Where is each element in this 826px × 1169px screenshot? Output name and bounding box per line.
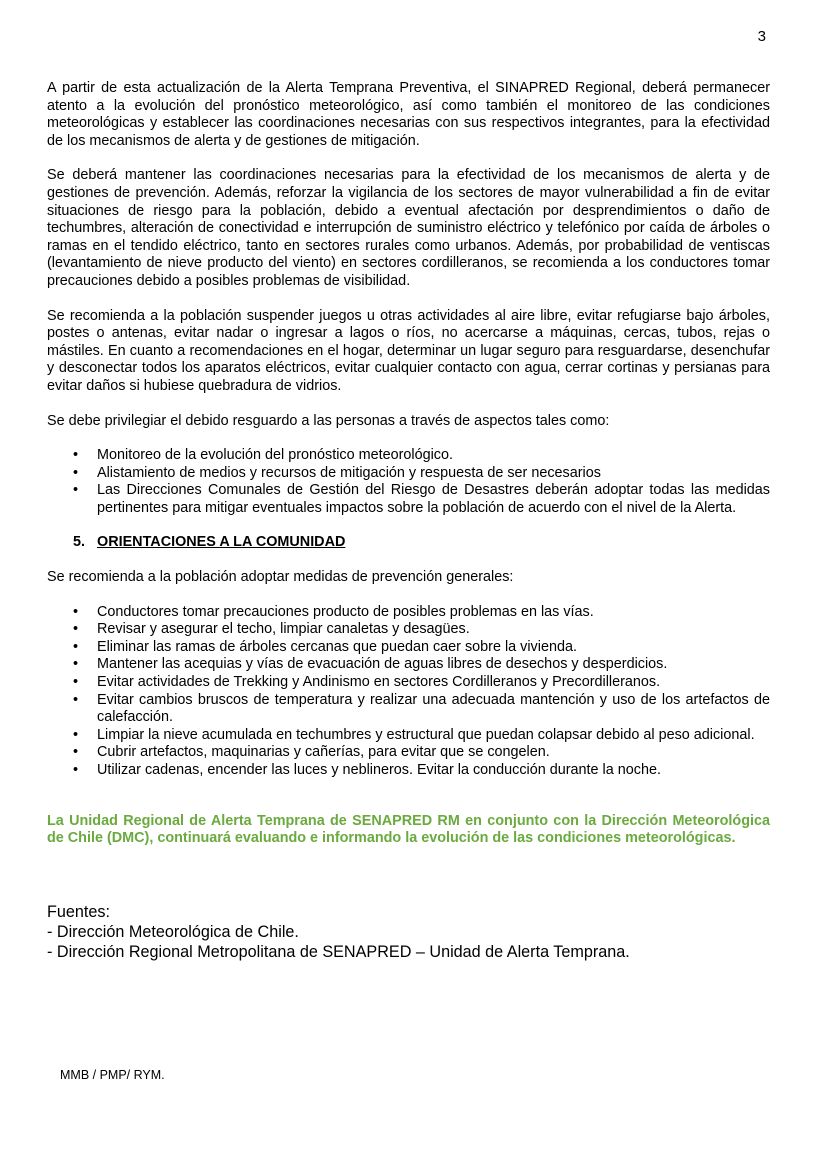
source-item: - Dirección Meteorológica de Chile. <box>47 922 299 941</box>
author-initials: MMB / PMP/ RYM. <box>60 1068 165 1082</box>
paragraph-safeguard-intro: Se debe privilegiar el debido resguardo a las personas a través de aspectos tales como: <box>47 412 610 429</box>
list-item-text: Limpiar la nieve acumulada en techumbres y estructural que puedan colapsar debido al peso adicional. <box>97 726 755 743</box>
section-number: 5. <box>73 534 86 551</box>
sources-block <box>47 902 770 962</box>
list-item <box>73 762 770 780</box>
list-item-text: Monitoreo de la evolución del pronóstico meteorológico. <box>97 447 453 464</box>
list-item <box>73 464 770 483</box>
list-item-text: Revisar y asegurar el techo, limpiar canaletas y desagües. <box>97 621 470 638</box>
list-item-text: Evitar actividades de Trekking y Andinismo en sectores Cordilleranos y Precordilleranos. <box>97 674 661 691</box>
safeguard-list <box>47 447 770 517</box>
list-item-text: Alistamiento de medios y recursos de mitigación y respuesta de ser necesarios <box>97 464 601 481</box>
bullet-icon: • <box>73 674 79 691</box>
bullet-icon: • <box>73 691 79 708</box>
list-item <box>73 726 770 745</box>
paragraph-prevention-intro: Se recomienda a la población adoptar medidas de prevención generales: <box>47 569 514 586</box>
paragraph-coordination: Se deberá mantener las coordinaciones necesarias para la efectividad de los mecanismos de alerta y de gestiones de prevención. Además, reforzar la vigilancia de los sectores de mayor vulnerabilidad a fin de evitar situaciones de riesgo para la población, debido a eventual afectación por desprendimientos o daño de techumbres, alteración de conectividad e interrupción de suministro eléctrico y telefónico por caída de árboles o ramas en el tendido eléctrico, tanto en sectores rurales como urbanos. Además, por probabilidad de ventiscas (levantamiento de nieve producto del viento) en sectores cordilleranos, se recomienda a los conductores tomar precauciones debido a posibles problemas de visibilidad. <box>47 167 770 289</box>
bullet-icon: • <box>73 744 79 761</box>
list-item <box>73 674 770 692</box>
page-number: 3 <box>757 28 766 45</box>
source-item: - Dirección Regional Metropolitana de SENAPRED – Unidad de Alerta Temprana. <box>47 942 630 961</box>
bullet-icon: • <box>73 621 79 638</box>
sources-heading: Fuentes: <box>47 902 110 921</box>
bullet-icon: • <box>73 603 79 620</box>
bullet-icon: • <box>73 726 79 743</box>
bullet-icon: • <box>73 656 79 673</box>
highlight-statement: La Unidad Regional de Alerta Temprana de SENAPRED RM en conjunto con la Dirección Meteorológica de Chile (DMC), continuará evaluando e informando la evolución de las condiciones meteorológicas. <box>47 812 770 847</box>
bullet-icon: • <box>73 464 79 481</box>
list-item-text: Cubrir artefactos, maquinarias y cañerías, para evitar que se congelen. <box>97 744 550 761</box>
list-item-text: Conductores tomar precauciones producto de posibles problemas en las vías. <box>97 603 594 620</box>
list-item-text: Utilizar cadenas, encender las luces y neblineros. Evitar la conducción durante la noche. <box>97 762 661 778</box>
list-item <box>73 691 770 727</box>
paragraph-population: Se recomienda a la población suspender juegos u otras actividades al aire libre, evitar refugiarse bajo árboles, postes o antenas, evitar nadar o ingresar a lagos o ríos, no acercarse a máquinas, cercas, tubos, rejas o mástiles. En cuanto a recomendaciones en el hogar, determinar un lugar seguro para resguardarse, desenchufar y desconectar todos los aparatos eléctricos, evitar cualquier contacto con agua, cerrar cortinas y persianas para evitar daños si hubiese quebradura de vidrios. <box>47 307 770 394</box>
list-item-text: Evitar cambios bruscos de temperatura y realizar una adecuada mantención y uso de los artefactos de calefacción. <box>97 691 770 726</box>
bullet-icon: • <box>73 447 79 464</box>
list-item-text: Mantener las acequias y vías de evacuación de aguas libres de desechos y desperdicios. <box>97 656 668 673</box>
bullet-icon: • <box>73 638 79 655</box>
list-item <box>73 621 770 639</box>
section-title: ORIENTACIONES A LA COMUNIDAD <box>97 534 346 551</box>
list-item-text: Las Direcciones Comunales de Gestión del Riesgo de Desastres deberán adoptar todas las medidas pertinentes para mitigar eventuales impactos sobre la población de acuerdo con el nivel de la Alerta. <box>97 482 770 516</box>
list-item <box>73 656 770 674</box>
list-item <box>73 638 770 657</box>
bullet-icon: • <box>73 482 79 499</box>
prevention-list <box>47 604 770 780</box>
list-item-text: Eliminar las ramas de árboles cercanas que puedan caer sobre la vivienda. <box>97 638 577 655</box>
paragraph-update: A partir de esta actualización de la Alerta Temprana Preventiva, el SINAPRED Regional, deberá permanecer atento a la evolución del pronóstico meteorológico, así como también el monitoreo de las condiciones meteorológicas y establecer las coordinaciones necesarias con sus respectivos integrantes, para la efectividad de los mecanismos de alerta y de gestiones de mitigación. <box>47 80 770 149</box>
bullet-icon: • <box>73 762 79 778</box>
document-body <box>47 80 770 962</box>
list-item <box>73 603 770 622</box>
list-item <box>73 482 770 517</box>
section-heading <box>73 534 770 552</box>
list-item <box>73 744 770 762</box>
list-item <box>73 447 770 465</box>
